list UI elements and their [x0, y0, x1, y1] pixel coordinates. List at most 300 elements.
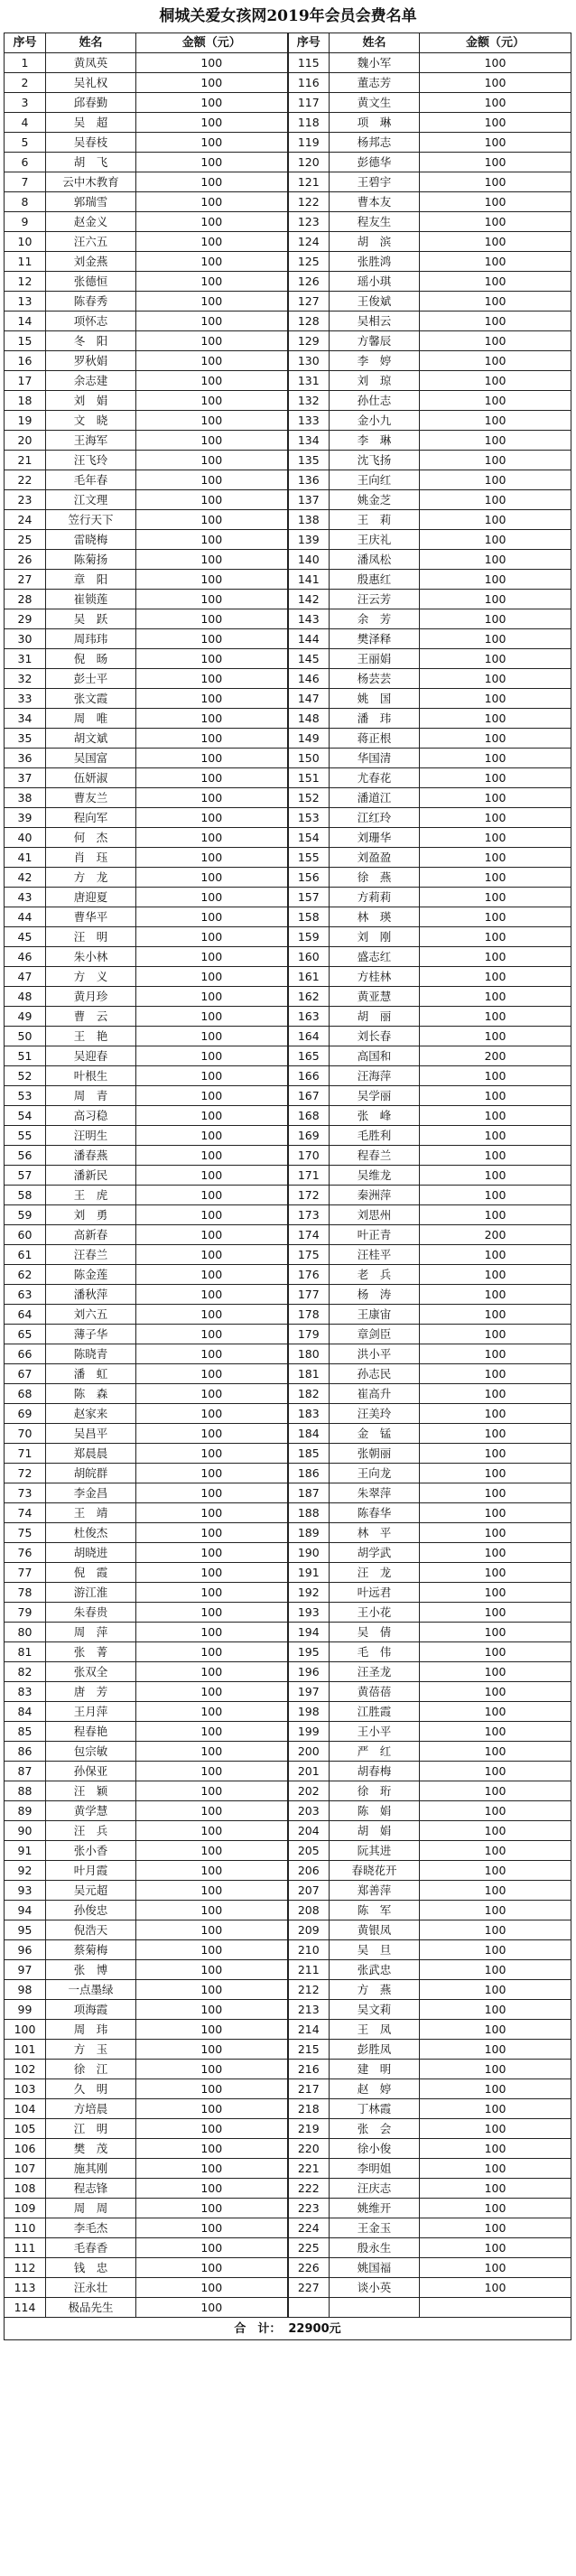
member-amount: 100 — [136, 470, 288, 490]
row-index: 212 — [288, 1980, 330, 2000]
member-amount: 100 — [136, 53, 288, 73]
member-amount: 100 — [136, 1543, 288, 1563]
member-amount: 100 — [420, 1980, 571, 2000]
member-name: 刘 琼 — [330, 371, 420, 391]
row-index: 146 — [288, 669, 330, 689]
member-amount: 100 — [420, 1960, 571, 1980]
member-name: 春晓花开 — [330, 1861, 420, 1881]
row-index: 20 — [5, 431, 46, 451]
table-row — [5, 2119, 571, 2139]
row-index: 172 — [288, 1186, 330, 1205]
member-name: 郑善萍 — [330, 1881, 420, 1901]
member-name: 汪云芳 — [330, 590, 420, 609]
member-amount: 100 — [136, 967, 288, 987]
member-name: 方莉莉 — [330, 888, 420, 907]
member-amount: 100 — [420, 2139, 571, 2159]
member-name: 胡 滨 — [330, 232, 420, 252]
member-name: 赵 婷 — [330, 2079, 420, 2099]
row-index: 43 — [5, 888, 46, 907]
member-amount: 100 — [136, 1166, 288, 1186]
member-name: 王月萍 — [46, 1702, 136, 1722]
table-row — [5, 1702, 571, 1722]
table-row — [5, 888, 571, 907]
row-index: 182 — [288, 1384, 330, 1404]
row-index: 11 — [5, 252, 46, 272]
row-index: 90 — [5, 1821, 46, 1841]
member-name: 曹本友 — [330, 192, 420, 212]
table-row — [5, 1404, 571, 1424]
row-index: 47 — [5, 967, 46, 987]
member-name: 谈小英 — [330, 2278, 420, 2298]
row-index: 215 — [288, 2040, 330, 2060]
member-name: 张 博 — [46, 1960, 136, 1980]
member-amount: 100 — [136, 2298, 288, 2318]
member-name: 樊泽释 — [330, 629, 420, 649]
row-index: 167 — [288, 1086, 330, 1106]
row-index: 18 — [5, 391, 46, 411]
row-index: 39 — [5, 808, 46, 828]
member-amount: 100 — [136, 749, 288, 768]
member-amount: 100 — [420, 1344, 571, 1364]
row-index: 110 — [5, 2218, 46, 2238]
table-row — [5, 1662, 571, 1682]
member-amount: 100 — [136, 2199, 288, 2218]
member-name: 久 明 — [46, 2079, 136, 2099]
row-index: 19 — [5, 411, 46, 431]
member-name: 汪 龙 — [330, 1563, 420, 1583]
table-row — [5, 192, 571, 212]
member-name: 陈 娟 — [330, 1801, 420, 1821]
member-name: 潘 玮 — [330, 709, 420, 729]
member-name: 金小九 — [330, 411, 420, 431]
row-index: 23 — [5, 490, 46, 510]
member-amount: 100 — [136, 1205, 288, 1225]
member-name: 汪圣龙 — [330, 1662, 420, 1682]
row-index: 173 — [288, 1205, 330, 1225]
table-row — [5, 1801, 571, 1821]
member-name: 王丽娟 — [330, 649, 420, 669]
member-name: 王 虎 — [46, 1186, 136, 1205]
table-row — [5, 331, 571, 351]
member-amount: 100 — [420, 1762, 571, 1781]
member-name: 笠行天下 — [46, 510, 136, 530]
row-index: 116 — [288, 73, 330, 93]
member-name: 王 莉 — [330, 510, 420, 530]
table-row — [5, 1682, 571, 1702]
table-row — [5, 2159, 571, 2179]
member-name: 潘凤松 — [330, 550, 420, 570]
table-row — [5, 1563, 571, 1583]
member-name: 黄蓓蓓 — [330, 1682, 420, 1702]
member-name: 叶远君 — [330, 1583, 420, 1603]
row-index: 82 — [5, 1662, 46, 1682]
member-amount: 100 — [136, 232, 288, 252]
member-name: 包宗敏 — [46, 1742, 136, 1762]
row-index: 78 — [5, 1583, 46, 1603]
header-amount: 金额（元） — [420, 33, 571, 53]
table-row — [5, 351, 571, 371]
row-index: 10 — [5, 232, 46, 252]
member-amount: 100 — [136, 1702, 288, 1722]
member-name: 吴国富 — [46, 749, 136, 768]
row-index: 62 — [5, 1265, 46, 1285]
row-index: 162 — [288, 987, 330, 1007]
member-name: 张 会 — [330, 2119, 420, 2139]
row-index: 48 — [5, 987, 46, 1007]
row-index: 180 — [288, 1344, 330, 1364]
row-index: 130 — [288, 351, 330, 371]
member-name: 崔高升 — [330, 1384, 420, 1404]
member-name: 张 菁 — [46, 1642, 136, 1662]
member-name: 项怀志 — [46, 312, 136, 331]
member-name: 叶月霞 — [46, 1861, 136, 1881]
table-row — [5, 1305, 571, 1325]
row-index: 21 — [5, 451, 46, 470]
table-row — [5, 292, 571, 312]
member-name: 姚金芝 — [330, 490, 420, 510]
member-name: 程志锋 — [46, 2179, 136, 2199]
member-amount: 100 — [420, 1503, 571, 1523]
member-amount: 100 — [136, 1086, 288, 1106]
table-row — [5, 1781, 571, 1801]
table-row — [5, 828, 571, 848]
row-index: 221 — [288, 2159, 330, 2179]
row-index: 71 — [5, 1444, 46, 1464]
table-row — [5, 689, 571, 709]
row-index: 190 — [288, 1543, 330, 1563]
row-index: 31 — [5, 649, 46, 669]
row-index: 155 — [288, 848, 330, 868]
member-amount: 100 — [420, 1742, 571, 1762]
member-amount: 100 — [136, 153, 288, 172]
member-name: 方馨辰 — [330, 331, 420, 351]
row-index: 227 — [288, 2278, 330, 2298]
row-index: 12 — [5, 272, 46, 292]
row-index: 124 — [288, 232, 330, 252]
member-amount: 100 — [136, 1980, 288, 2000]
member-name: 老 兵 — [330, 1265, 420, 1285]
member-amount: 100 — [136, 1007, 288, 1027]
member-amount: 100 — [136, 1623, 288, 1642]
member-name: 高习稳 — [46, 1106, 136, 1126]
row-index: 217 — [288, 2079, 330, 2099]
member-name: 李 婷 — [330, 351, 420, 371]
table-row — [5, 1364, 571, 1384]
table-row — [5, 2079, 571, 2099]
row-index: 171 — [288, 1166, 330, 1186]
member-name: 孙仕志 — [330, 391, 420, 411]
member-amount: 100 — [136, 1344, 288, 1364]
table-row — [5, 153, 571, 172]
member-name: 王庆礼 — [330, 530, 420, 550]
table-row — [5, 1583, 571, 1603]
member-amount: 100 — [136, 1384, 288, 1404]
member-name: 瑶小琪 — [330, 272, 420, 292]
member-name: 王 凤 — [330, 2020, 420, 2040]
member-name: 尤春花 — [330, 768, 420, 788]
member-name: 黄学慧 — [46, 1801, 136, 1821]
member-name: 张双全 — [46, 1662, 136, 1682]
table-row — [5, 510, 571, 530]
member-amount: 100 — [136, 2020, 288, 2040]
row-index: 161 — [288, 967, 330, 987]
member-name: 阮其进 — [330, 1841, 420, 1861]
table-row — [5, 2139, 571, 2159]
row-index: 46 — [5, 947, 46, 967]
total-value: 22900元 — [288, 2321, 341, 2336]
row-index: 17 — [5, 371, 46, 391]
member-name: 项 琳 — [330, 113, 420, 133]
member-amount: 100 — [420, 1563, 571, 1583]
table-row — [5, 2278, 571, 2298]
member-amount: 100 — [420, 113, 571, 133]
member-name: 郭瑞雪 — [46, 192, 136, 212]
row-index: 13 — [5, 292, 46, 312]
member-amount: 100 — [136, 808, 288, 828]
table-row — [5, 987, 571, 1007]
row-index: 100 — [5, 2020, 46, 2040]
member-name: 朱春贵 — [46, 1603, 136, 1623]
member-name: 曹 云 — [46, 1007, 136, 1027]
member-name: 刘 勇 — [46, 1205, 136, 1225]
member-amount: 100 — [420, 1901, 571, 1920]
row-index: 7 — [5, 172, 46, 192]
member-amount: 100 — [420, 927, 571, 947]
member-name: 周 唯 — [46, 709, 136, 729]
row-index: 95 — [5, 1920, 46, 1940]
member-name: 吴礼权 — [46, 73, 136, 93]
row-index: 34 — [5, 709, 46, 729]
member-amount: 100 — [420, 2020, 571, 2040]
row-index: 152 — [288, 788, 330, 808]
member-name: 胡春梅 — [330, 1762, 420, 1781]
row-index: 187 — [288, 1483, 330, 1503]
row-index: 118 — [288, 113, 330, 133]
row-index: 199 — [288, 1722, 330, 1742]
row-index: 1 — [5, 53, 46, 73]
member-name: 刘珊华 — [330, 828, 420, 848]
table-row — [5, 1444, 571, 1464]
member-amount: 100 — [420, 1881, 571, 1901]
table-row — [5, 1007, 571, 1027]
member-amount: 100 — [136, 1225, 288, 1245]
row-index: 213 — [288, 2000, 330, 2020]
row-index: 57 — [5, 1166, 46, 1186]
row-index: 141 — [288, 570, 330, 590]
member-amount: 100 — [136, 1901, 288, 1920]
row-index: 30 — [5, 629, 46, 649]
member-amount: 100 — [420, 1285, 571, 1305]
table-row — [5, 1543, 571, 1563]
table-row — [5, 113, 571, 133]
table-row — [5, 312, 571, 331]
table-row — [5, 212, 571, 232]
row-index: 216 — [288, 2060, 330, 2079]
row-index: 206 — [288, 1861, 330, 1881]
member-amount: 100 — [136, 411, 288, 431]
member-amount: 100 — [420, 1364, 571, 1384]
row-index: 44 — [5, 907, 46, 927]
member-amount: 100 — [136, 1563, 288, 1583]
row-index: 226 — [288, 2258, 330, 2278]
member-name: 李明姐 — [330, 2159, 420, 2179]
row-index: 84 — [5, 1702, 46, 1722]
table-row — [5, 1960, 571, 1980]
row-index: 89 — [5, 1801, 46, 1821]
member-amount: 100 — [136, 1722, 288, 1742]
row-index: 181 — [288, 1364, 330, 1384]
member-name: 吴春枝 — [46, 133, 136, 153]
member-name: 雷晓梅 — [46, 530, 136, 550]
member-amount: 100 — [136, 133, 288, 153]
member-amount: 100 — [420, 431, 571, 451]
member-amount: 100 — [420, 629, 571, 649]
member-amount: 100 — [136, 1404, 288, 1424]
member-amount: 100 — [136, 669, 288, 689]
row-index: 139 — [288, 530, 330, 550]
table-row — [5, 1046, 571, 1066]
row-index: 27 — [5, 570, 46, 590]
member-amount: 100 — [136, 351, 288, 371]
row-index: 50 — [5, 1027, 46, 1046]
table-row — [5, 1205, 571, 1225]
member-name: 丁林霞 — [330, 2099, 420, 2119]
member-name: 王 靖 — [46, 1503, 136, 1523]
row-index: 151 — [288, 768, 330, 788]
row-index: 196 — [288, 1662, 330, 1682]
member-name: 孙保亚 — [46, 1762, 136, 1781]
row-index: 22 — [5, 470, 46, 490]
row-index: 92 — [5, 1861, 46, 1881]
member-amount: 100 — [136, 292, 288, 312]
member-amount: 100 — [136, 2040, 288, 2060]
table-row — [5, 1027, 571, 1046]
row-index: 123 — [288, 212, 330, 232]
row-index: 203 — [288, 1801, 330, 1821]
member-amount: 100 — [420, 411, 571, 431]
member-name: 姚国福 — [330, 2258, 420, 2278]
member-amount: 100 — [136, 2238, 288, 2258]
member-name: 陈 森 — [46, 1384, 136, 1404]
member-amount: 100 — [136, 888, 288, 907]
row-index: 214 — [288, 2020, 330, 2040]
member-amount: 100 — [136, 2278, 288, 2298]
member-amount: 100 — [136, 609, 288, 629]
member-amount: 100 — [136, 1424, 288, 1444]
member-name: 薄子华 — [46, 1325, 136, 1344]
row-index: 133 — [288, 411, 330, 431]
member-amount: 100 — [420, 868, 571, 888]
row-index: 24 — [5, 510, 46, 530]
member-name: 华国清 — [330, 749, 420, 768]
row-index: 179 — [288, 1325, 330, 1344]
row-index: 75 — [5, 1523, 46, 1543]
row-index: 204 — [288, 1821, 330, 1841]
row-index: 150 — [288, 749, 330, 768]
member-amount: 100 — [136, 2060, 288, 2079]
row-index: 101 — [5, 2040, 46, 2060]
member-amount: 100 — [420, 331, 571, 351]
document-title: 桐城关爱女孩网2019年会员会费名单 — [159, 7, 417, 25]
row-index: 67 — [5, 1364, 46, 1384]
member-name: 胡晓进 — [46, 1543, 136, 1563]
member-amount: 100 — [136, 1960, 288, 1980]
member-name: 余 芳 — [330, 609, 420, 629]
member-name: 姚维开 — [330, 2199, 420, 2218]
member-name: 潘 虹 — [46, 1364, 136, 1384]
member-name: 程向军 — [46, 808, 136, 828]
table-row — [5, 1841, 571, 1861]
table-row — [5, 590, 571, 609]
row-index: 38 — [5, 788, 46, 808]
member-name: 江胜霞 — [330, 1702, 420, 1722]
row-index: 111 — [5, 2238, 46, 2258]
row-index: 138 — [288, 510, 330, 530]
row-index: 77 — [5, 1563, 46, 1583]
member-name: 汪春兰 — [46, 1245, 136, 1265]
row-index: 66 — [5, 1344, 46, 1364]
row-index: 132 — [288, 391, 330, 411]
row-index: 160 — [288, 947, 330, 967]
member-amount: 100 — [136, 510, 288, 530]
member-amount: 100 — [420, 1086, 571, 1106]
member-name: 汪庆志 — [330, 2179, 420, 2199]
table-row — [5, 1106, 571, 1126]
member-amount: 100 — [136, 729, 288, 749]
member-name: 秦洲萍 — [330, 1186, 420, 1205]
member-amount: 200 — [420, 1225, 571, 1245]
member-amount: 100 — [420, 1066, 571, 1086]
row-index: 117 — [288, 93, 330, 113]
member-amount: 100 — [420, 1126, 571, 1146]
empty-cell — [420, 2298, 571, 2318]
member-name: 汪 兵 — [46, 1821, 136, 1841]
row-index: 74 — [5, 1503, 46, 1523]
row-index: 166 — [288, 1066, 330, 1086]
member-amount: 100 — [136, 649, 288, 669]
row-index: 193 — [288, 1603, 330, 1623]
member-amount: 100 — [136, 1762, 288, 1781]
member-amount: 100 — [136, 987, 288, 1007]
row-index: 113 — [5, 2278, 46, 2298]
row-index: 72 — [5, 1464, 46, 1483]
member-name: 张朝丽 — [330, 1444, 420, 1464]
member-name: 徐 江 — [46, 2060, 136, 2079]
row-index: 189 — [288, 1523, 330, 1543]
row-index: 168 — [288, 1106, 330, 1126]
row-index: 158 — [288, 907, 330, 927]
table-row — [5, 1384, 571, 1404]
member-name: 吴 旦 — [330, 1940, 420, 1960]
table-row — [5, 1623, 571, 1642]
row-index: 129 — [288, 331, 330, 351]
table-row — [5, 73, 571, 93]
member-name: 叶正青 — [330, 1225, 420, 1245]
member-amount: 100 — [420, 153, 571, 172]
member-amount: 100 — [420, 609, 571, 629]
member-name: 叶根生 — [46, 1066, 136, 1086]
row-index: 63 — [5, 1285, 46, 1305]
row-index: 120 — [288, 153, 330, 172]
member-amount: 100 — [136, 431, 288, 451]
row-index: 53 — [5, 1086, 46, 1106]
member-amount: 100 — [136, 1325, 288, 1344]
member-amount: 100 — [420, 133, 571, 153]
row-index: 108 — [5, 2179, 46, 2199]
member-amount: 100 — [136, 1821, 288, 1841]
member-amount: 100 — [136, 848, 288, 868]
member-amount: 100 — [420, 1702, 571, 1722]
